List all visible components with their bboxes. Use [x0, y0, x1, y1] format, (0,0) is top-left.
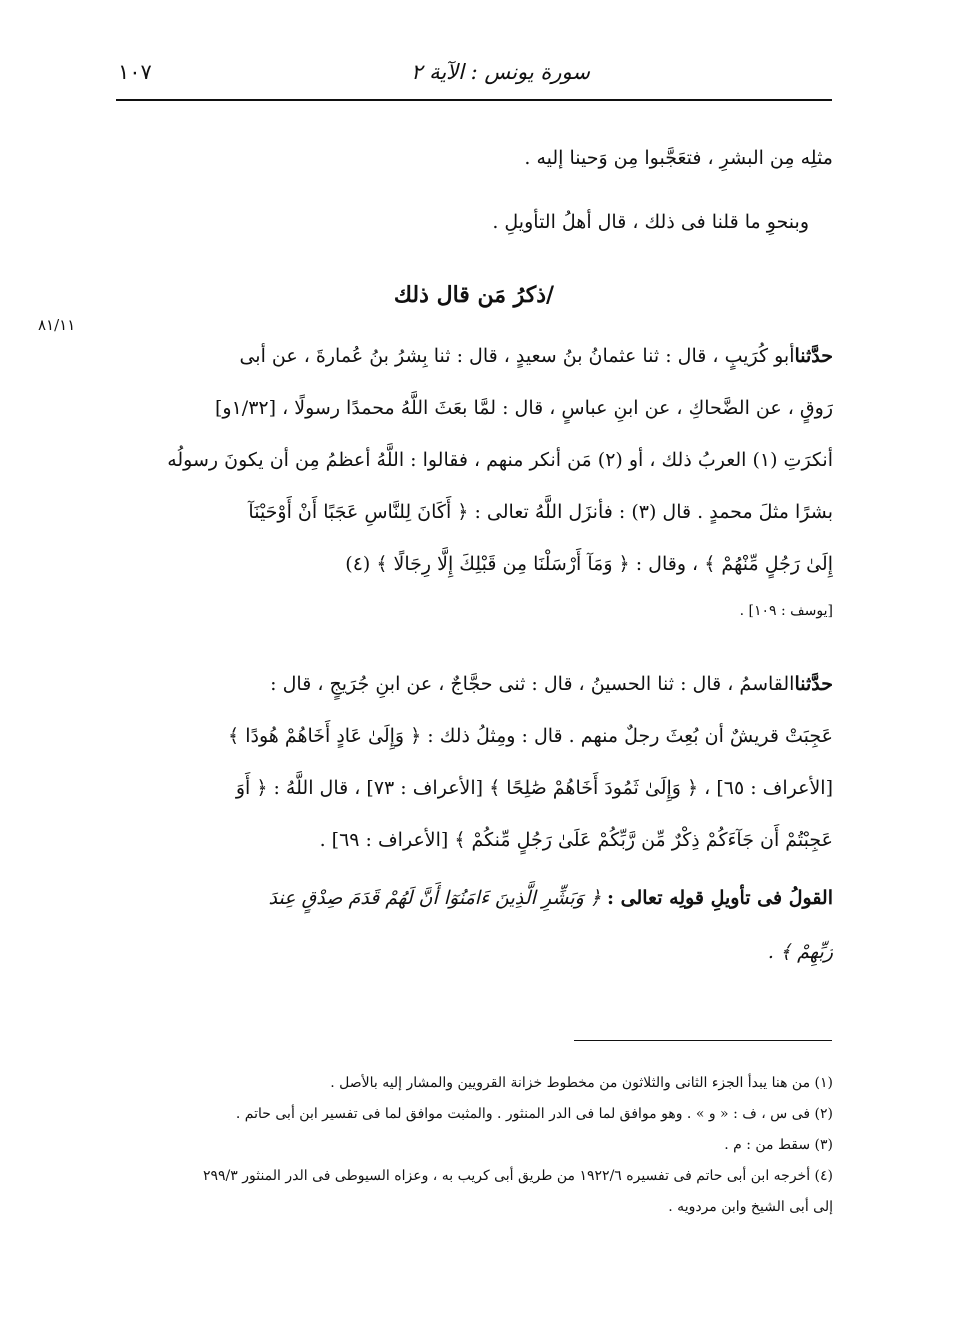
text-line: بشرًا مثلَ محمدٍ . قال (٣) : فأنزَل اللَّهُ تعالى : ﴿ أَكَانَ لِلنَّاسِ عَجَبًا أَنْ أَوْحَيْنَآ [248, 501, 833, 523]
tafsir-lead: القولُ فى تأويلِ قولِه تعالى : [607, 887, 833, 909]
hadith-lead: حدَّثنا [794, 673, 833, 695]
text-line: وبنحوِ ما قلنا فى ذلك ، قال أهلُ التأويلِ . [492, 211, 809, 233]
footnote: (٢) فى س ، ف : « و » . وهو موافق لما فى الدر المنثور . والمثبت موافق لما فى تفسير ابن أبى حاتم . [235, 1106, 833, 1122]
margin-reference: ٨١/١١ [38, 316, 76, 334]
text-line: رَبِّهِمْ ﴾ . [767, 941, 833, 963]
text-line: حدَّثناأبو كُرَيبٍ ، قال : ثنا عثمانُ بنُ سعيدٍ ، قال : ثنا بِشرُ بنُ عُمارةَ ، عن أبى [239, 345, 833, 367]
text-line: أنكرَتِ (١) العربُ ذلك ، أو (٢) مَن أنكر منهم ، فقالوا : اللَّهُ أعظمُ مِن أن يكونَ رسولُه [167, 449, 833, 471]
header-rule [116, 99, 832, 101]
section-heading: /ذكرُ مَن قال ذلك [393, 282, 555, 308]
text-line: [يوسف : ١٠٩] . [739, 603, 833, 619]
footnote: (٤) أخرجه ابن أبى حاتم فى تفسيره ١٩٢٢/٦ من طريق أبى كريب به ، وعزاه السيوطى فى الدر المنثور ٢٩٩/٣ [202, 1168, 833, 1184]
footnote: إلى أبى الشيخ وابن مردويه . [668, 1199, 833, 1215]
footnote: (٣) سقط من : م . [724, 1137, 833, 1153]
text-line: عَجِبْتُمْ أَن جَآءَكُمْ ذِكْرٌ مِّن رَّبِّكُمْ عَلَىٰ رَجُلٍ مِّنكُمْ ﴾ [الأعراف : ٦٩] . [319, 829, 833, 851]
text-line: إِلَىٰ رَجُلٍ مِّنْهُمْ ﴾ ، وقال : ﴿ وَمَآ أَرْسَلْنَا مِن قَبْلِكَ إِلَّا رِجَالًا ﴾ (٤) [345, 553, 833, 575]
footnote-rule [574, 1040, 832, 1041]
hadith-lead: حدَّثنا [794, 345, 833, 367]
text-line: رَوقٍ ، عن الضَّحاكِ ، عن ابنِ عباسٍ ، قال : لمَّا بعَثَ اللَّهُ محمدًا رسولًا ، [١/٣٢و] [215, 397, 833, 419]
page-number: ١٠٧ [118, 60, 152, 84]
page-header [118, 60, 830, 96]
text-line: [الأعراف : ٦٥] ، ﴿ وَإِلَىٰ ثَمُودَ أَخَاهُمْ صَٰلِحًا ﴾ [الأعراف : ٧٣] ، قال اللَّهُ : ﴿ أَوَ [235, 777, 833, 799]
text-line: مثلِه مِن البشرِ ، فتعَجَّبوا مِن وَحينا إليه . [524, 147, 833, 169]
text-line: حدَّثناالقاسمُ ، قال : ثنا الحسينُ ، قال : ثنى حجَّاجٌ ، عن ابنِ جُرَيجٍ ، قال : [270, 673, 833, 695]
footnote: (١) من هنا يبدأ الجزء الثانى والثلاثون من مخطوط خزانة القرويين والمشار إليه بالأصل . [330, 1075, 833, 1091]
footnotes [121, 1068, 833, 1223]
text-line: عَجِبَتْ قريشٌ أن بُعِثَ رجلٌ منهم . قال : ومِثلُ ذلك : ﴿ وَإِلَىٰ عَادٍ أَخَاهُمْ هُودًا ﴾ [228, 725, 833, 747]
running-title: سورة يونس : الآية ٢ [411, 60, 590, 84]
text-line: القولُ فى تأويلِ قولِه تعالى : ﴿ وَبَشِّرِ الَّذِينَ ءَامَنُوٓا أَنَّ لَهُمْ قَدَمَ صِدْقٍ عِندَ [268, 887, 833, 909]
